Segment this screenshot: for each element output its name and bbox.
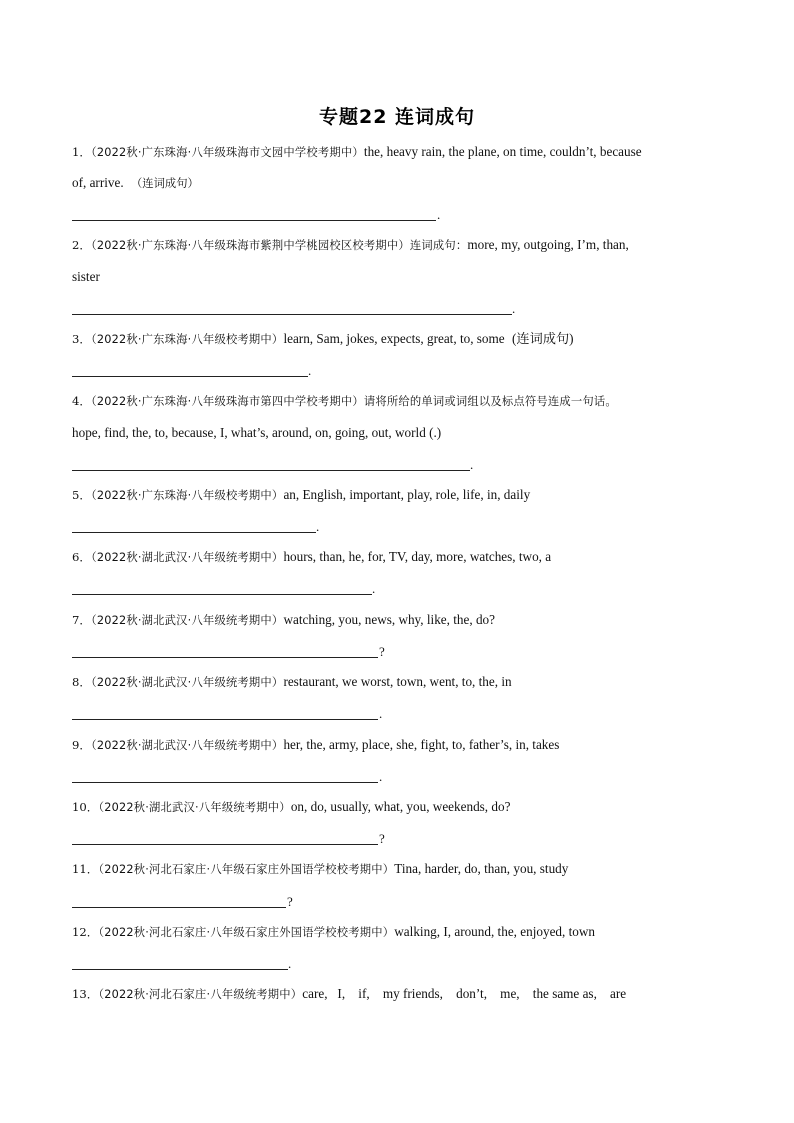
question-prefix: 连词成句： (409, 239, 468, 252)
question-words: hours, than, he, for, TV, day, more, watches, two, a (283, 549, 552, 564)
question-note: (连词成句) (512, 331, 574, 346)
answer-line-2[interactable] (72, 300, 512, 315)
answer-end-mark-9: . (379, 769, 383, 784)
question-source: （2022秋·广东珠海·八年级珠海市第四中学校考期中） (90, 395, 364, 408)
question-6 (72, 549, 732, 566)
question-1-continuation (72, 175, 732, 192)
answer-end-mark-2: . (512, 301, 516, 316)
question-11 (72, 861, 732, 878)
answer-line-10[interactable] (72, 830, 378, 845)
question-3 (72, 331, 732, 348)
question-number: 8． (72, 675, 91, 689)
question-number: 7． (72, 613, 91, 627)
question-source: （2022秋·河北石家庄·八年级统考期中） (98, 988, 303, 1001)
question-source: （2022秋·广东珠海·八年级校考期中） (90, 489, 284, 502)
question-source: （2022秋·湖北武汉·八年级统考期中） (98, 801, 291, 814)
question-source: （2022秋·湖北武汉·八年级统考期中） (90, 614, 284, 627)
answer-end-mark-12: . (288, 956, 292, 971)
question-1 (72, 144, 732, 161)
answer-line-6[interactable] (72, 580, 372, 595)
question-13 (72, 986, 732, 1003)
question-words: her, the, army, place, she, fight, to, father’s, in, takes (283, 737, 560, 752)
answer-end-mark-1: . (437, 207, 441, 222)
question-source: （2022秋·广东珠海·八年级珠海市文园中学校考期中） (90, 146, 364, 159)
question-8 (72, 674, 732, 691)
answer-line-3[interactable] (72, 362, 308, 377)
question-number: 1． (72, 145, 91, 159)
answer-end-mark-7: ? (379, 644, 385, 659)
question-number: 13． (72, 987, 99, 1001)
question-number: 4． (72, 394, 91, 408)
question-2 (72, 237, 732, 254)
question-source: （2022秋·湖北武汉·八年级统考期中） (90, 739, 284, 752)
answer-end-mark-6: . (372, 581, 376, 596)
question-words-continued: hope, find, the, to, because, I, what’s, around, on, going, out, world (.) (72, 425, 442, 440)
answer-end-mark-5: . (316, 519, 320, 534)
question-number: 12． (72, 925, 99, 939)
answer-line-7[interactable] (72, 643, 378, 658)
question-number: 2． (72, 238, 91, 252)
question-words: restaurant, we worst, town, went, to, the, in (283, 674, 512, 689)
question-number: 6． (72, 550, 91, 564)
question-10 (72, 799, 732, 816)
question-source: （2022秋·湖北武汉·八年级统考期中） (90, 676, 284, 689)
question-note: （连词成句） (131, 177, 199, 190)
question-12 (72, 924, 732, 941)
question-number: 10． (72, 800, 99, 814)
question-number: 5． (72, 488, 91, 502)
answer-end-mark-4: . (470, 457, 474, 472)
question-number: 11． (72, 862, 99, 876)
question-source: （2022秋·河北石家庄·八年级石家庄外国语学校校考期中） (98, 926, 395, 939)
answer-end-mark-3: . (308, 363, 312, 378)
question-words: Tina, harder, do, than, you, study (394, 861, 569, 876)
answer-line-1[interactable] (72, 206, 436, 221)
question-words: watching, you, news, why, like, the, do? (283, 612, 496, 627)
question-4 (72, 393, 732, 410)
question-prefix: 请将所给的单词或词组以及标点符号连成一句话。 (363, 395, 617, 408)
question-source: （2022秋·广东珠海·八年级校考期中） (90, 333, 284, 346)
question-words: care, I, if, my friends, don’t, me, the same as, are (302, 986, 627, 1001)
answer-line-12[interactable] (72, 955, 288, 970)
answer-line-8[interactable] (72, 705, 378, 720)
question-number: 3． (72, 332, 91, 346)
question-source: （2022秋·湖北武汉·八年级统考期中） (90, 551, 284, 564)
question-5 (72, 487, 732, 504)
answer-line-11[interactable] (72, 893, 286, 908)
question-words: learn, Sam, jokes, expects, great, to, some (283, 331, 505, 346)
question-7 (72, 612, 732, 629)
question-words-continued: sister (72, 269, 100, 284)
answer-line-4[interactable] (72, 456, 470, 471)
answer-end-mark-11: ? (287, 894, 293, 909)
question-words-continued: of, arrive. (72, 175, 124, 190)
question-9 (72, 737, 732, 754)
question-words: on, do, usually, what, you, weekends, do? (290, 799, 511, 814)
question-number: 9． (72, 738, 91, 752)
question-source: （2022秋·河北石家庄·八年级石家庄外国语学校校考期中） (98, 863, 395, 876)
question-words: an, English, important, play, role, life, in, daily (283, 487, 531, 502)
answer-line-9[interactable] (72, 768, 378, 783)
question-words: more, my, outgoing, I’m, than, (467, 237, 629, 252)
question-2-continuation (72, 269, 732, 285)
question-words: the, heavy rain, the plane, on time, couldn’t, because (363, 144, 642, 159)
answer-line-5[interactable] (72, 518, 316, 533)
answer-end-mark-8: . (379, 706, 383, 721)
answer-end-mark-10: ? (379, 831, 385, 846)
question-4-continuation (72, 425, 732, 441)
question-source: （2022秋·广东珠海·八年级珠海市紫荆中学桃园校区校考期中） (90, 239, 410, 252)
page-title: 专题22 连词成句 (318, 106, 476, 128)
question-words: walking, I, around, the, enjoyed, town (394, 924, 595, 939)
